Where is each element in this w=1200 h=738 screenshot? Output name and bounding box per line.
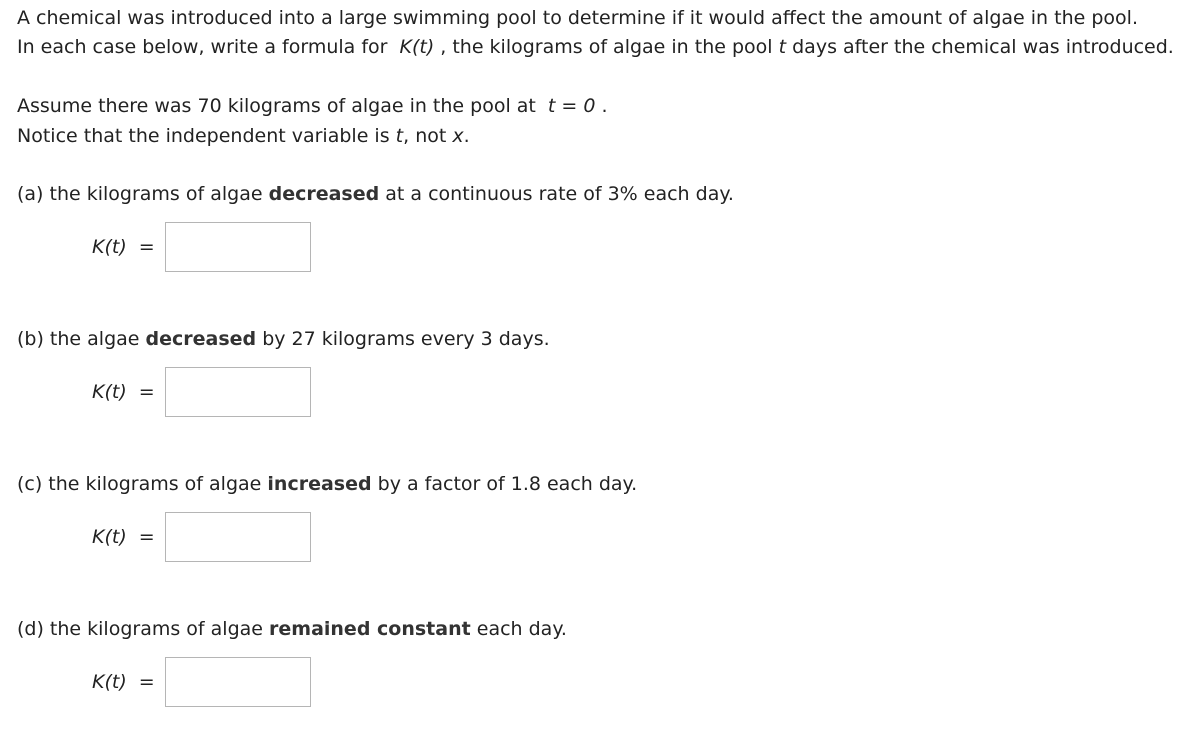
part-c-prefix: (c) the kilograms of algae xyxy=(17,473,262,495)
part-b-label xyxy=(92,381,165,403)
assumption-text-2-mid: , not xyxy=(403,125,447,147)
part-d-answer-row xyxy=(92,657,311,707)
part-d-suffix: each day. xyxy=(476,618,567,640)
part-c-label xyxy=(92,526,165,548)
part-a-answer-row xyxy=(92,222,311,272)
part-c-prompt xyxy=(17,472,637,496)
assumption-var-x: x xyxy=(452,125,464,147)
part-b-label-fn: K(t) xyxy=(92,381,127,403)
part-b-label-eq: = xyxy=(138,381,155,403)
part-a-answer-input[interactable] xyxy=(165,222,311,272)
assumption-line-1 xyxy=(17,94,608,118)
part-a-keyword: decreased xyxy=(268,183,380,205)
part-a-label-eq: = xyxy=(138,236,155,258)
assumption-equation: t = 0 xyxy=(547,95,596,117)
part-d-prompt xyxy=(17,617,567,641)
assumption-line-2 xyxy=(17,124,470,148)
part-b-answer-input[interactable] xyxy=(165,367,311,417)
part-d-keyword: remained constant xyxy=(269,618,471,640)
part-b-prefix: (b) the algae xyxy=(17,328,140,350)
intro-function-notation: K(t) xyxy=(399,36,435,58)
part-d-answer-input[interactable] xyxy=(165,657,311,707)
intro-text-2-post: , the kilograms of algae in the pool xyxy=(440,36,773,58)
part-b-keyword: decreased xyxy=(145,328,257,350)
part-b-answer-row xyxy=(92,367,311,417)
intro-variable-t: t xyxy=(778,36,787,58)
part-c-label-eq: = xyxy=(138,526,155,548)
part-d-label-fn: K(t) xyxy=(92,671,127,693)
assumption-var-t: t xyxy=(395,125,404,147)
intro-text-2-pre: In each case below, write a formula for xyxy=(17,36,388,58)
part-d-prefix: (d) the kilograms of algae xyxy=(17,618,263,640)
part-a-prefix: (a) the kilograms of algae xyxy=(17,183,263,205)
part-a-suffix: at a continuous rate of 3% each day. xyxy=(385,183,734,205)
part-b-suffix: by 27 kilograms every 3 days. xyxy=(262,328,550,350)
intro-text-1: A chemical was introduced into a large swimming pool to determine if it would affect the amount of algae in the pool. xyxy=(17,7,1138,29)
part-d-label xyxy=(92,671,165,693)
intro-line-2 xyxy=(17,35,1174,59)
part-a-label-fn: K(t) xyxy=(92,236,127,258)
intro-line-1 xyxy=(17,6,1138,30)
part-a-prompt xyxy=(17,182,734,206)
assumption-text-1: Assume there was 70 kilograms of algae in the pool at xyxy=(17,95,536,117)
part-c-answer-input[interactable] xyxy=(165,512,311,562)
assumption-text-2: Notice that the independent variable is xyxy=(17,125,390,147)
assumption-text-2-end: . xyxy=(463,125,470,147)
part-c-suffix: by a factor of 1.8 each day. xyxy=(377,473,638,495)
intro-text-2-end: days after the chemical was introduced. xyxy=(792,36,1174,58)
part-c-answer-row xyxy=(92,512,311,562)
part-a-label xyxy=(92,236,165,258)
part-b-prompt xyxy=(17,327,550,351)
part-c-keyword: increased xyxy=(267,473,372,495)
part-c-label-fn: K(t) xyxy=(92,526,127,548)
assumption-period: . xyxy=(601,95,608,117)
part-d-label-eq: = xyxy=(138,671,155,693)
